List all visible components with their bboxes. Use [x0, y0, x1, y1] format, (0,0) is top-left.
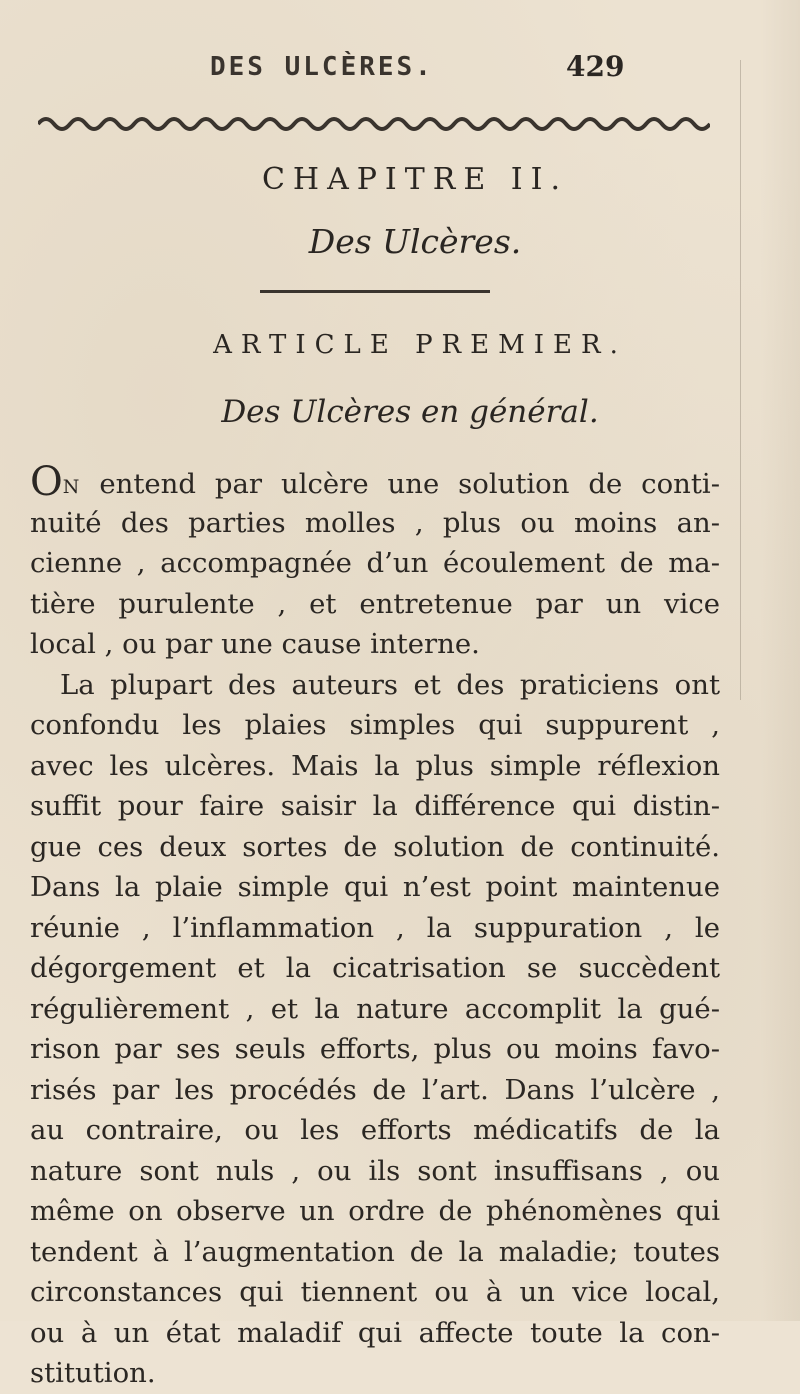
text-line-4: tière purulente , et entretenue par un vice [30, 587, 720, 620]
chapter-title: CHAPITRE II. [261, 162, 569, 197]
text-line-19: même on observe un ordre de phénomènes qui [30, 1195, 720, 1227]
text-line-10: gue ces deux sortes de solution de continuité. [30, 830, 720, 863]
body-text [30, 459, 720, 1394]
running-title: DES ULCÈRES. [210, 52, 434, 82]
text-line-13: dégorgement et la cicatrisation se succèdent [30, 952, 720, 984]
text-line-9: suffit pour faire saisir la différence qui distin- [30, 790, 720, 822]
page-number: 429 [566, 50, 625, 83]
chapter-subtitle: Des Ulcères. [308, 222, 522, 261]
page-edge-shadow [760, 0, 800, 1321]
text-line-12: réunie , l’inflammation , la suppuration , le [30, 911, 720, 944]
article-title: ARTICLE PREMIER. [213, 330, 627, 360]
text-line-15: rison par ses seuls efforts, plus ou moins favo- [30, 1033, 720, 1065]
running-head [0, 50, 800, 90]
text-line-17: au contraire, ou les efforts médicatifs de la [30, 1114, 720, 1146]
ornamental-band [38, 112, 710, 132]
article-subtitle: Des Ulcères en général. [221, 394, 599, 430]
text-line-23: stitution. [30, 1357, 156, 1389]
text-line-7: confondu les plaies simples qui suppurent , [30, 709, 720, 741]
text-line-22: ou à un état maladif qui affecte toute la con- [30, 1316, 720, 1349]
section-rule [260, 290, 490, 293]
page-edge-line [740, 60, 741, 700]
small-caps-letter: N [62, 476, 81, 498]
text-line-3: cienne , accompagnée d’un écoulement de ma- [30, 547, 720, 579]
text-line-21: circonstances qui tiennent ou à un vice local, [30, 1276, 720, 1308]
text-line-6: La plupart des auteurs et des praticiens ont [60, 668, 720, 701]
text-line-5: local , ou par une cause interne. [30, 628, 480, 660]
drop-cap: O [30, 459, 63, 505]
text-line-11: Dans la plaie simple qui n’est point maintenue [30, 871, 720, 903]
text-line-2: nuité des parties molles , plus ou moins an- [30, 506, 720, 539]
text-line-8: avec les ulcères. Mais la plus simple réflexion [30, 749, 720, 782]
text-line-16: risés par les procédés de l’art. Dans l’ulcère , [30, 1073, 720, 1106]
text-line-1: ON entend par ulcère une solution de conti- [30, 459, 720, 505]
text-line-14: régulièrement , et la nature accomplit la gué- [30, 992, 720, 1025]
text-line-20: tendent à l’augmentation de la maladie; toutes [30, 1235, 720, 1268]
text-line-18: nature sont nuls , ou ils sont insuffisans , ou [30, 1154, 720, 1187]
